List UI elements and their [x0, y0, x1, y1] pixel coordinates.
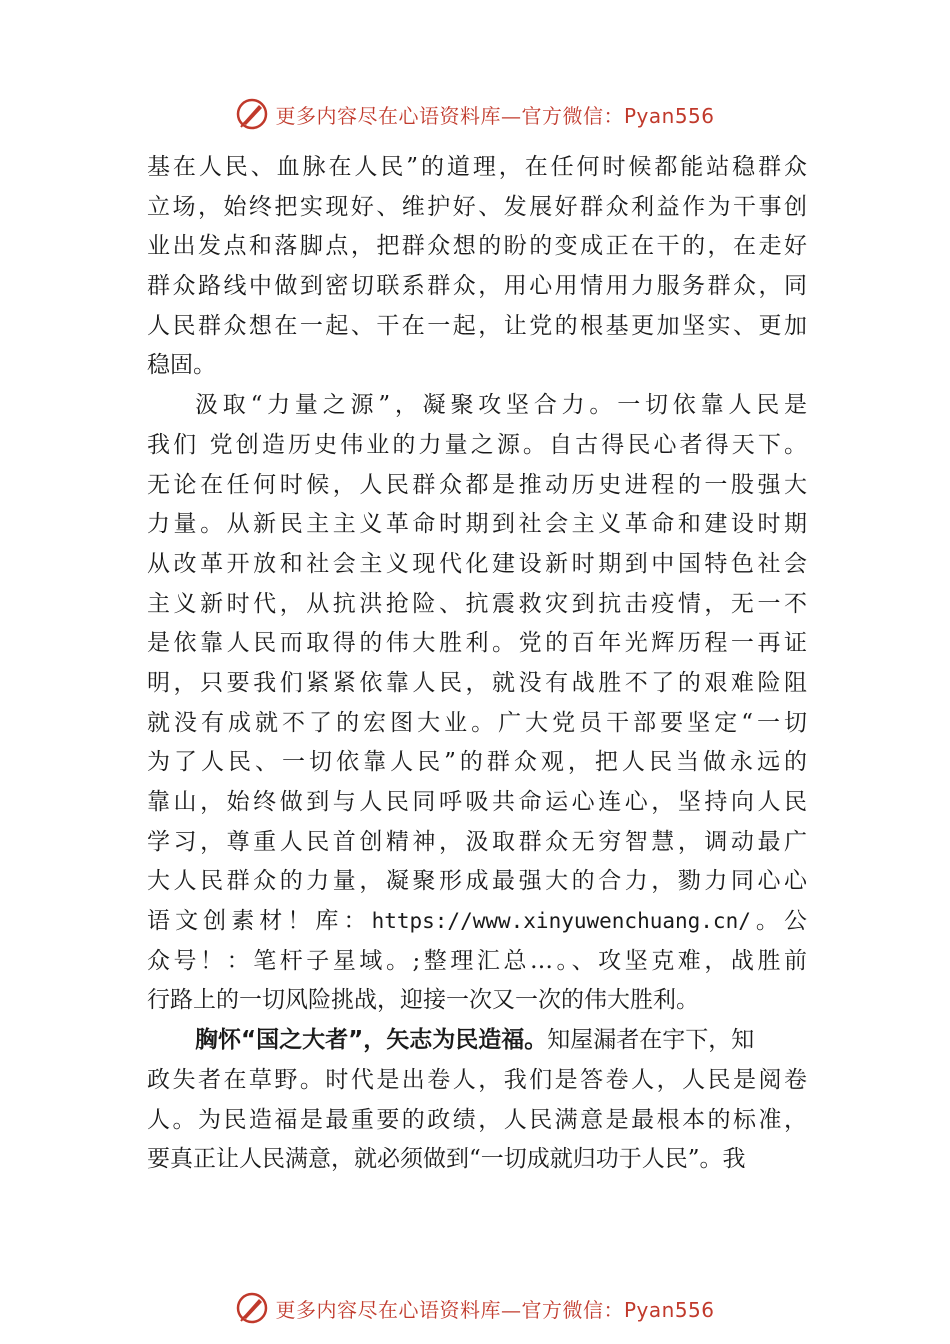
text-line: 业出发点和落脚点，把群众想的盼的变成正在干的，在走好	[147, 233, 807, 260]
header-banner-text: 更多内容尽在心语资料库—官方微信：Pyan556	[275, 103, 715, 128]
document-body	[147, 148, 807, 1180]
paragraph-2	[147, 386, 807, 1021]
text-line: 人民群众想在一起、干在一起，让党的根基更加坚实、更加	[147, 312, 807, 339]
text-line: 汲取“力量之源”，凝聚攻坚合力。一切依靠人民是	[195, 392, 807, 419]
section-heading: 胸怀“国之大者”，矢志为民造福。	[195, 1027, 548, 1054]
text-line: 明，只要我们紧紧依靠人民，就没有战胜不了的艰难险阻	[147, 669, 807, 696]
text-line: 立场，始终把实现好、维护好、发展好群众利益作为干事创	[147, 193, 807, 220]
text-line: 主义新时代，从抗洪抢险、抗震救灾到抗击疫情，无一不	[147, 590, 807, 617]
text-line: 我们 党创造历史伟业的力量之源。自古得民心者得天下。	[147, 431, 807, 458]
paragraph-3	[147, 1021, 807, 1180]
text-line: 力量。从新民主主义革命时期到社会主义革命和建设时期	[147, 511, 807, 538]
text-line: 学习，尊重人民首创精神，汲取群众无穷智慧，调动最广	[147, 828, 807, 855]
footer-banner	[0, 1286, 950, 1330]
text-line: 政失者在草野。时代是出卷人，我们是答卷人，人民是阅卷	[147, 1066, 807, 1093]
text-line: 基在人民、血脉在人民”的道理，在任何时候都能站稳群众	[147, 154, 807, 180]
watermark-url: https://www.xinyuwenchuang.cn/	[371, 909, 751, 934]
quill-logo-icon	[235, 97, 269, 131]
header-banner	[0, 92, 950, 136]
text-line: 靠山，始终做到与人民同呼吸共命运心连心，坚持向人民	[147, 789, 807, 815]
text-line: 要真正让人民满意，就必须做到“一切成就归功于人民”。我	[147, 1146, 746, 1173]
text-line: 群众路线中做到密切联系群众，用心用情用力服务群众，同	[147, 273, 807, 300]
watermark-line: 语文创素材！库：https://www.xinyuwenchuang.cn/。公	[147, 908, 807, 935]
paragraph-1	[147, 148, 807, 386]
text-line: 从改革开放和社会主义现代化建设新时期到中国特色社会	[147, 550, 807, 577]
paragraph-3-lead: 胸怀“国之大者”，矢志为民造福。知屋漏者在宇下，知	[195, 1027, 755, 1054]
text-line: 大人民群众的力量，凝聚形成最强大的合力，勠力同心心	[147, 868, 807, 895]
text-line: 就没有成就不了的宏图大业。广大党员干部要坚定“一切	[147, 709, 807, 736]
text-line: 稳固。	[147, 352, 216, 379]
text-line: 人。为民造福是最重要的政绩，人民满意是最根本的标准，	[147, 1106, 807, 1133]
text-line: 为了人民、一切依靠人民”的群众观，把人民当做永远的	[147, 749, 807, 776]
quill-logo-icon	[235, 1291, 269, 1325]
text-line: 无论在任何时候，人民群众都是推动历史进程的一股强大	[147, 471, 807, 498]
text-line: 是依靠人民而取得的伟大胜利。党的百年光辉历程一再证	[147, 630, 807, 657]
text-line: 行路上的一切风险挑战，迎接一次又一次的伟大胜利。	[147, 987, 699, 1014]
footer-banner-text: 更多内容尽在心语资料库—官方微信：Pyan556	[275, 1297, 715, 1322]
text-line: 众号！：笔杆子星域。;整理汇总…。、攻坚克难，战胜前	[147, 947, 807, 974]
